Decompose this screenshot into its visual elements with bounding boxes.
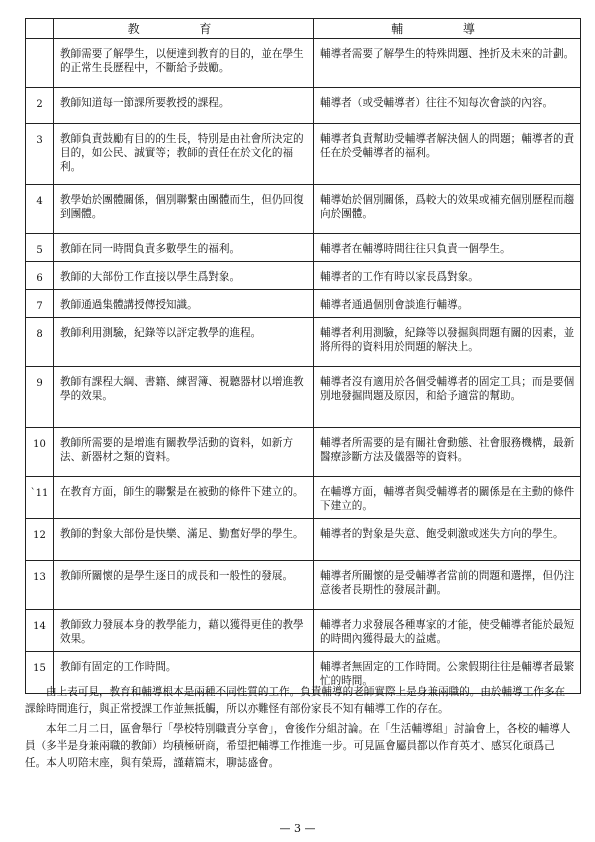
guidance-cell: 輔導者需要了解學生的特殊問題、挫折及未來的計劃。	[314, 39, 581, 88]
paragraph-meeting: 本年二月二日，區會舉行「學校特別職責分享會」，會後作分組討論。在「生活輔導組」討論會上，各校的輔導人員（多半是身兼兩職的教師）均積極研商，希望把輔導工作推進一步。可見區會屬員都以作育英才、感冥化頑爲己任。本人叨陪末座，與有榮焉，謹藉篇末，聊誌盛會。	[25, 723, 571, 769]
education-cell: 在教育方面，師生的聯繫是在被動的條件下建立的。	[54, 477, 314, 519]
education-cell: 教師的對象大部份是快樂、滿足、勤奮好學的學生。	[54, 519, 314, 561]
row-number: `11	[26, 477, 54, 519]
table-row	[26, 262, 581, 290]
education-cell: 教學始於團體關係，個別聯繫由團體而生，但仍回復到團體。	[54, 185, 314, 234]
guidance-cell: 輔導者（或受輔導者）往往不知每次會談的內容。	[314, 88, 581, 124]
education-cell: 教師知道每一節課所要教授的課程。	[54, 88, 314, 124]
education-cell: 教師所需要的是增進有關教學活動的資料，如新方法、新器材之類的資料。	[54, 428, 314, 477]
education-cell: 教師需要了解學生，以便達到教育的目的，並在學生的正常生長歷程中，不斷給予鼓勵。	[54, 39, 314, 88]
guidance-cell: 輔導始於個別關係，爲較大的效果或補充個別歷程而趨向於團體。	[314, 185, 581, 234]
header-education: 教 育	[54, 19, 314, 39]
education-cell: 教師的大部份工作直接以學生爲對象。	[54, 262, 314, 290]
guidance-cell: 輔導者所需要的是有關社會動態、社會服務機構，最新醫療診斷方法及儀器等的資料。	[314, 428, 581, 477]
row-number: 8	[26, 318, 54, 367]
guidance-cell: 輔導者負責幫助受輔導者解決個人的問題；輔導者的責任在於受輔導者的福利。	[314, 124, 581, 185]
row-number	[26, 39, 54, 88]
education-cell: 教師致力發展本身的教學能力，藉以獲得更佳的教學效果。	[54, 610, 314, 652]
table-row	[26, 610, 581, 652]
row-number: 2	[26, 88, 54, 124]
education-cell: 教師利用測驗，紀錄等以評定教學的進程。	[54, 318, 314, 367]
row-number: 5	[26, 234, 54, 262]
table-row	[26, 124, 581, 185]
row-number: 9	[26, 367, 54, 428]
table-row	[26, 367, 581, 428]
table-row	[26, 477, 581, 519]
guidance-cell: 輔導者利用測驗，紀錄等以發掘與問題有關的因素，並將所得的資料用於問題的解決上。	[314, 318, 581, 367]
row-number: 4	[26, 185, 54, 234]
table-row	[26, 318, 581, 367]
table-row	[26, 185, 581, 234]
comparison-table	[25, 18, 581, 694]
table-row	[26, 519, 581, 561]
guidance-cell: 輔導者沒有適用於各個受輔導者的固定工具；而是要個別地發掘問題及原因，和給予適當的幫助。	[314, 367, 581, 428]
row-number: 6	[26, 262, 54, 290]
table-row	[26, 88, 581, 124]
education-cell: 教師所關懷的是學生逐日的成長和一般性的發展。	[54, 561, 314, 610]
row-number: 15	[26, 652, 54, 694]
table-body	[26, 39, 581, 694]
guidance-cell: 輔導者通過個別會談進行輔導。	[314, 290, 581, 318]
table-row	[26, 428, 581, 477]
education-cell: 教師通過集體講授傳授知識。	[54, 290, 314, 318]
guidance-cell: 輔導者無固定的工作時間。公衆假期往往是輔導者最繁忙的時間。	[314, 652, 581, 694]
row-number: 7	[26, 290, 54, 318]
table-row	[26, 561, 581, 610]
education-cell: 教師在同一時間負責多數學生的福利。	[54, 234, 314, 262]
table-row	[26, 234, 581, 262]
education-cell: 教師有課程大綱、書籍、練習簿、視聽器材以增進教學的效果。	[54, 367, 314, 428]
paragraph-conclusion: 由上表可見，教育和輔導根本是兩種不同性質的工作。負責輔導的老師實際上是身兼兩職的。由於輔導工作多在課餘時間進行，與正常授課工作並無抵觸，所以亦難怪有部份家長不知有輔導工作的存在。	[25, 686, 566, 715]
guidance-cell: 輔導者力求發展各種專家的才能，使受輔導者能於最短的時間內獲得最大的益處。	[314, 610, 581, 652]
guidance-cell: 輔導者所關懷的是受輔導者當前的問題和選擇，但仍注意後者長期性的發展計劃。	[314, 561, 581, 610]
guidance-cell: 在輔導方面，輔導者與受輔導者的關係是在主動的條件下建立的。	[314, 477, 581, 519]
table-row	[26, 290, 581, 318]
table-header-row	[26, 19, 581, 39]
education-cell: 教師有固定的工作時間。	[54, 652, 314, 694]
row-number: 14	[26, 610, 54, 652]
header-number-column	[26, 19, 54, 39]
page-number: — 3 —	[279, 822, 316, 835]
guidance-cell: 輔導者的對象是失意、飽受刺激或迷失方向的學生。	[314, 519, 581, 561]
row-number: 12	[26, 519, 54, 561]
row-number: 10	[26, 428, 54, 477]
table-row	[26, 39, 581, 88]
guidance-cell: 輔導者的工作有時以家長爲對象。	[314, 262, 581, 290]
header-guidance: 輔 導	[314, 19, 581, 39]
education-cell: 教師負責鼓勵有目的的生長，特別是由社會所決定的目的，如公民、誠實等；教師的責任在於文化的福利。	[54, 124, 314, 185]
row-number: 3	[26, 124, 54, 185]
row-number: 13	[26, 561, 54, 610]
guidance-cell: 輔導者在輔導時間往往只負責一個學生。	[314, 234, 581, 262]
